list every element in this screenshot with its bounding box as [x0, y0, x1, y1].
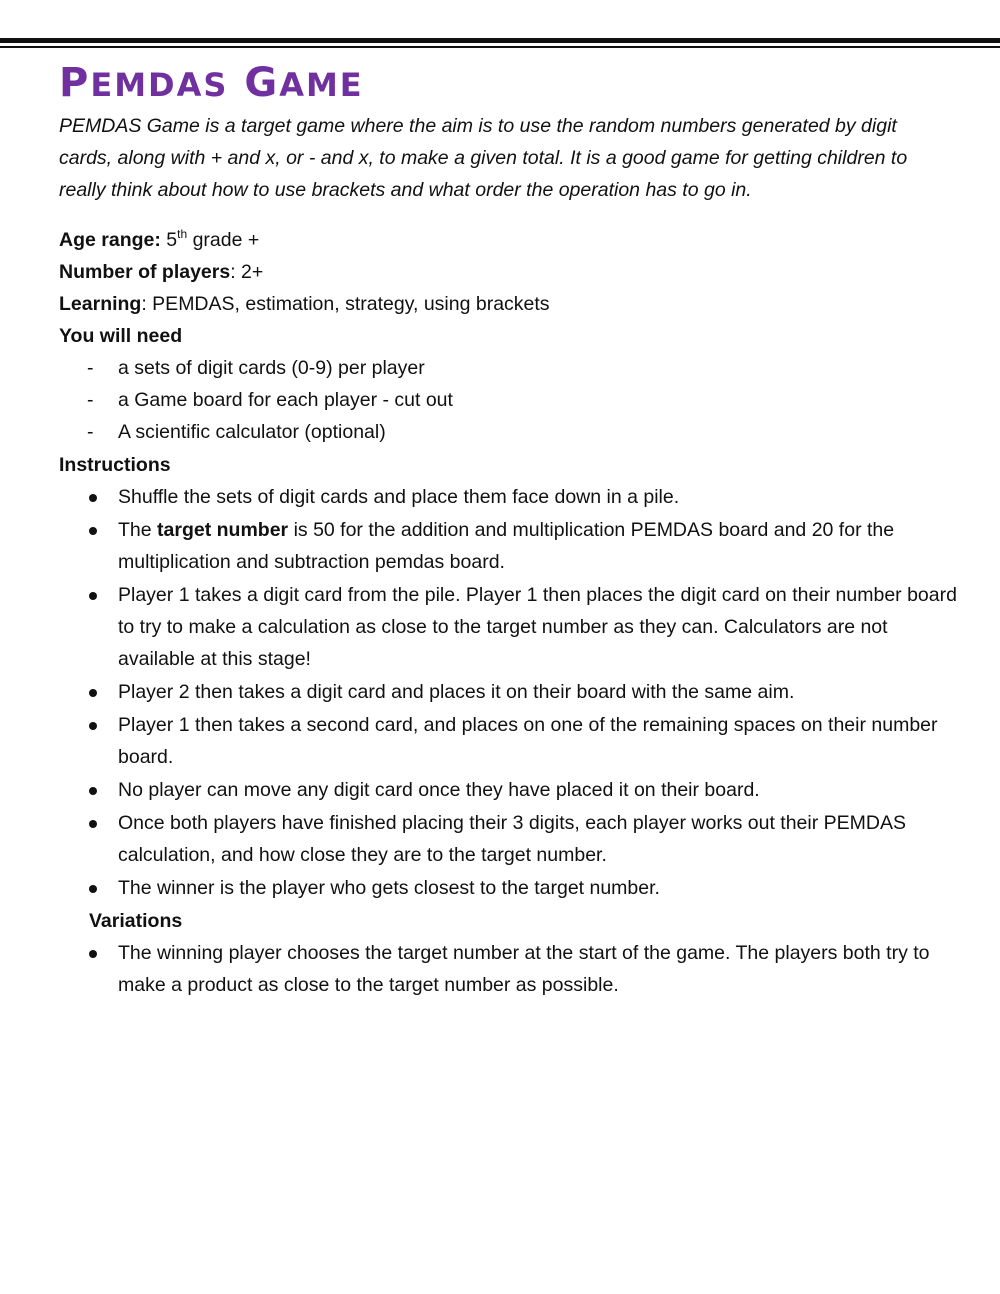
- age-range-label: Age range:: [59, 229, 161, 251]
- dash-marker: -: [87, 389, 94, 411]
- bullet-icon: [89, 820, 97, 828]
- bullet-icon: [89, 722, 97, 730]
- variations-list: [59, 937, 959, 1001]
- learning-value: : PEMDAS, estimation, strategy, using brackets: [141, 293, 550, 315]
- age-range-suffix: th: [177, 227, 188, 241]
- age-range-number: 5: [166, 229, 178, 251]
- dash-marker: -: [87, 357, 94, 379]
- intro-paragraph: PEMDAS Game is a target game where the aim is to use the random numbers generated by digit cards, along with + and x, or - and x, to make a given total. It is a good game for getting children to really think about how to use brackets and what order the operation has to go in.: [59, 115, 908, 201]
- bullet-icon: [89, 527, 97, 535]
- bullet-icon: [89, 494, 97, 502]
- list-item: - a sets of digit cards (0-9) per player: [59, 352, 959, 384]
- list-item: Shuffle the sets of digit cards and place them face down in a pile.: [59, 481, 959, 513]
- bullet-icon: [89, 950, 97, 958]
- header-rule-thick: [0, 38, 1000, 43]
- game-details: [59, 224, 959, 448]
- list-item: Player 1 takes a digit card from the pile. Player 1 then places the digit card on their number board to try to make a calculation as close to the target number as they can. Calculators are not available at this stage!: [59, 579, 959, 675]
- list-item: The target number is 50 for the addition and multiplication PEMDAS board and 20 for the multiplication and subtraction pemdas board.: [59, 514, 959, 578]
- target-number-emphasis: target number: [157, 519, 289, 541]
- bullet-icon: [89, 689, 97, 697]
- instructions-heading: Instructions: [59, 454, 171, 476]
- needs-list: [59, 352, 959, 448]
- players-label: Number of players: [59, 261, 231, 283]
- list-item: The winning player chooses the target number at the start of the game. The players both try to make a product as close to the target number as possible.: [59, 937, 959, 1001]
- bullet-icon: [89, 787, 97, 795]
- bullet-icon: [89, 592, 97, 600]
- variations-heading: Variations: [89, 910, 183, 932]
- list-item: No player can move any digit card once they have placed it on their board.: [59, 774, 959, 806]
- list-item: - a Game board for each player - cut out: [59, 384, 959, 416]
- age-range-rest: grade +: [187, 229, 260, 251]
- players-value: : 2+: [230, 261, 264, 283]
- list-item: Once both players have finished placing their 3 digits, each player works out their PEMDAS calculation, and how close they are to the target number.: [59, 807, 959, 871]
- age-range-line: [59, 224, 959, 256]
- list-item: The winner is the player who gets closest to the target number.: [59, 872, 959, 904]
- learning-label: Learning: [59, 293, 142, 315]
- instructions-list: [59, 481, 959, 904]
- you-will-need-heading: You will need: [59, 325, 183, 347]
- list-item: - A scientific calculator (optional): [59, 416, 959, 448]
- list-item: Player 2 then takes a digit card and places it on their board with the same aim.: [59, 676, 959, 708]
- page-title: PEMDAS GAME: [59, 60, 364, 106]
- bullet-icon: [89, 885, 97, 893]
- header-rule-thin: [0, 46, 1000, 48]
- players-line: [59, 256, 959, 288]
- list-item: Player 1 then takes a second card, and places on one of the remaining spaces on their number board.: [59, 709, 959, 773]
- learning-line: [59, 288, 959, 320]
- instructions-section: [59, 449, 959, 1002]
- dash-marker: -: [87, 421, 94, 443]
